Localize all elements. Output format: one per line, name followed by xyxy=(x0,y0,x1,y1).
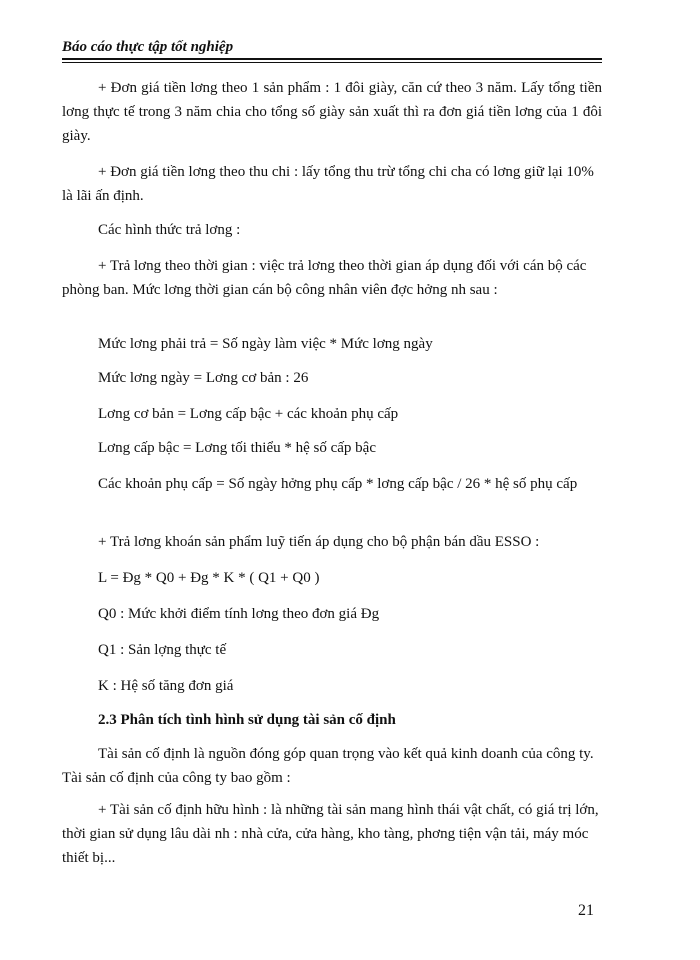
formula-grade-salary: Lơng cấp bậc = Lơng tối thiểu * hệ số cấp bậc xyxy=(98,440,376,456)
definition-K: K : Hệ số tăng đơn giá xyxy=(98,678,234,694)
formula-daily-salary: Mức lơng ngày = Lơng cơ bản : 26 xyxy=(98,370,309,386)
block-15 xyxy=(62,742,602,790)
block-1 xyxy=(62,76,602,148)
header-rule-thin xyxy=(62,62,602,63)
formula-salary-payable: Mức lơng phải trả = Số ngày làm việc * Mức lơng ngày xyxy=(98,336,433,352)
header-rule-thick xyxy=(62,58,602,60)
paragraph-piecework-pay: + Trả lơng khoán sản phẩm luỹ tiến áp dụng cho bộ phận bán dầu ESSO : xyxy=(98,534,540,550)
header-title: Báo cáo thực tập tốt nghiệp xyxy=(62,39,234,55)
page-number: 21 xyxy=(578,902,594,919)
paragraph-unit-price-revenue: + Đơn giá tiền lơng theo thu chi : lấy tổng thu trừ tổng chi cha có lơng giữ lại 10% là lãi ấn định. xyxy=(62,164,594,204)
paragraph-fixed-assets-intro: Tài sản cố định là nguồn đóng góp quan trọng vào kết quả kinh doanh của công ty. Tài sản cố định của công ty bao gồm : xyxy=(62,746,594,786)
paragraph-payment-forms: Các hình thức trả lơng : xyxy=(98,222,241,238)
block-16 xyxy=(62,798,602,870)
formula-L: L = Đg * Q0 + Đg * K * ( Q1 + Q0 ) xyxy=(98,570,320,586)
block-2 xyxy=(62,160,602,208)
paragraph-tangible-assets: + Tài sản cố định hữu hình : là những tài sản mang hình thái vật chất, có giá trị lớn, thời gian sử dụng lâu dài nh : nhà cửa, cửa hàng, kho tàng, phơng tiện vận tải, máy móc thiết bị... xyxy=(62,802,599,866)
page-header xyxy=(62,38,602,56)
paragraph-time-based-pay: + Trả lơng theo thời gian : việc trả lơng theo thời gian áp dụng đối với cán bộ các phòng ban. Mức lơng thời gian cán bộ công nhân viên đợc hởng nh sau : xyxy=(62,258,587,298)
block-4 xyxy=(62,254,602,302)
definition-Q0: Q0 : Mức khởi điểm tính lơng theo đơn giá Đg xyxy=(98,606,380,622)
definition-Q1: Q1 : Sản lợng thực tế xyxy=(98,642,227,658)
formula-allowances: Các khoản phụ cấp = Số ngày hởng phụ cấp * lơng cấp bậc / 26 * hệ số phụ cấp xyxy=(98,476,578,492)
section-heading-2-3: 2.3 Phân tích tình hình sử dụng tài sản cố định xyxy=(98,712,396,728)
block-9 xyxy=(62,472,602,496)
paragraph-unit-price-product: + Đơn giá tiền lơng theo 1 sản phẩm : 1 đôi giày, căn cứ theo 3 năm. Lấy tổng tiền lơng thực tế trong 3 năm chia cho tổng số giày sản xuất thì ra đơn giá tiền lơng của 1 đôi giày. xyxy=(62,80,602,144)
formula-basic-salary: Lơng cơ bản = Lơng cấp bậc + các khoản phụ cấp xyxy=(98,406,399,422)
